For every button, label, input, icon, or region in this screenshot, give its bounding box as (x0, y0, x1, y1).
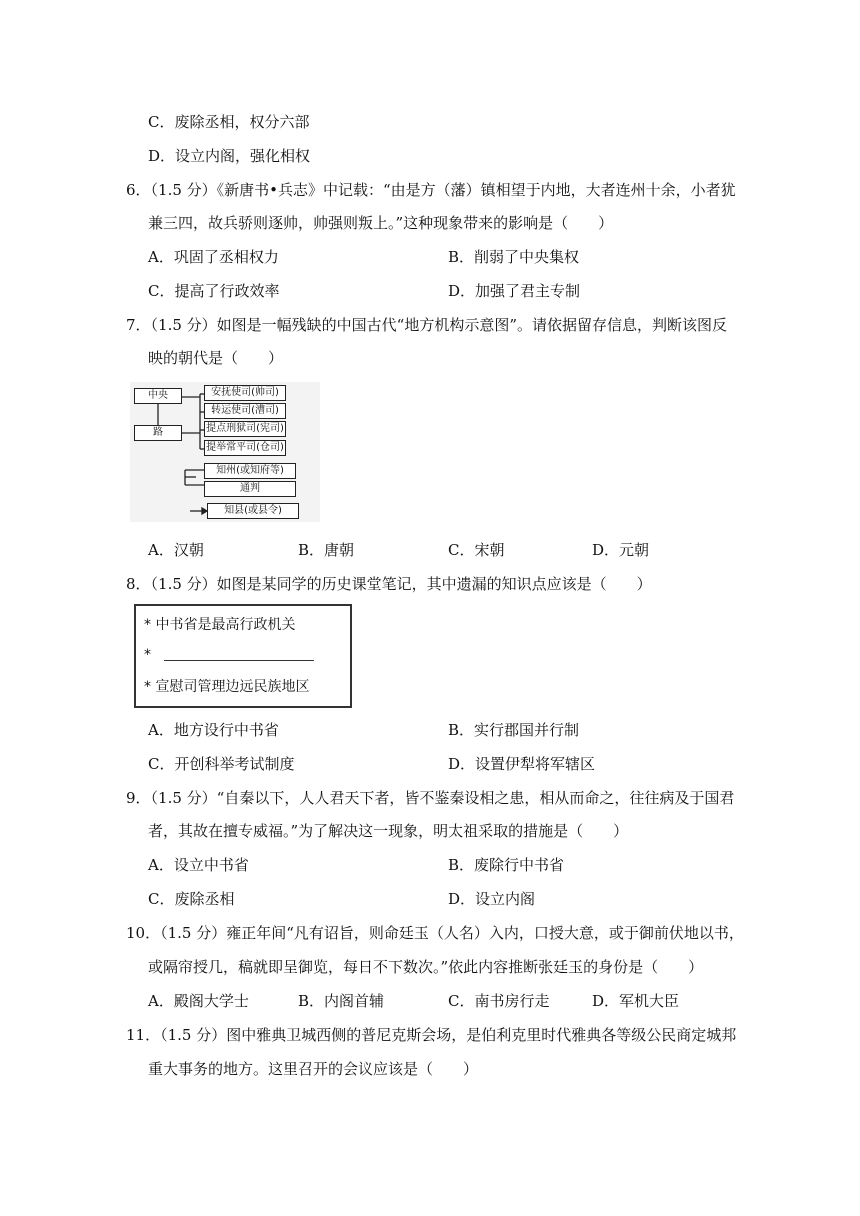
q7-stem-line2: 映的朝代是（ ） (148, 349, 284, 367)
q5-option-d: D．设立内阁，强化相权 (148, 147, 311, 165)
q6-stem-line2: 兼三四，故兵骄则逐帅，帅强则叛上。”这种现象带来的影响是（ ） (148, 214, 614, 232)
box-anfu: 安抚使司(帅司) (204, 385, 286, 401)
box-zhuanyun: 转运使司(漕司) (204, 403, 286, 419)
box-tongpan: 通判 (204, 481, 296, 497)
q10-stem-line1: 10．（1.5 分）雍正年间“凡有诏旨，则命廷玉（人名）入内，口授大意，或于御前伏地以书， (126, 924, 744, 942)
box-tiju: 提举常平司(仓司) (204, 440, 286, 456)
q8-stem: 8．（1.5 分）如图是某同学的历史课堂笔记，其中遗漏的知识点应该是（ ） (126, 575, 652, 593)
q9-stem-line2: 者，其故在擅专威福。”为了解决这一现象，明太祖采取的措施是（ ） (148, 822, 629, 840)
q8-option-a: A．地方设行中书省 (148, 721, 279, 739)
local-institutions-diagram (130, 382, 320, 522)
box-tidian: 提点刑狱司(宪司) (204, 421, 286, 437)
note-line-2: * (144, 647, 151, 663)
q7-stem-line1: 7．（1.5 分）如图是一幅残缺的中国古代“地方机构示意图”。请依据留存信息，判断该图反 (126, 316, 728, 334)
q9-option-a: A．设立中书省 (148, 856, 249, 874)
q10-option-c: C．南书房行走 (448, 992, 550, 1010)
q6-stem-line1: 6．（1.5 分）《新唐书•兵志》中记载：“由是方（藩）镇相望于内地，大者连州十余，小者犹 (126, 181, 736, 199)
q9-option-b: B．废除行中书省 (448, 856, 565, 874)
q8-option-c: C．开创科举考试制度 (148, 755, 295, 773)
q7-option-a: A．汉朝 (148, 541, 204, 559)
q9-stem-line1: 9．（1.5 分）“自秦以下，人人君天下者，皆不鉴秦设相之患，相从而命之，往往病及于国君 (126, 789, 735, 807)
q10-option-a: A．殿阁大学士 (148, 992, 249, 1010)
note-blank-line (164, 660, 314, 661)
q7-option-d: D．元朝 (592, 541, 650, 559)
q10-stem-line2: 或隔帘授几，稿就即呈御览，每日不下数次。”依此内容推断张廷玉的身份是（ ） (148, 958, 704, 976)
q10-option-b: B．内阁首辅 (298, 992, 385, 1010)
q10-option-d: D．军机大臣 (592, 992, 680, 1010)
q8-option-b: B．实行郡国并行制 (448, 721, 580, 739)
q11-stem-line1: 11．（1.5 分）图中雅典卫城西侧的普尼克斯会场，是伯利克里时代雅典各等级公民商定城邦 (126, 1026, 737, 1044)
q6-option-d: D．加强了君主专制 (448, 282, 581, 300)
q11-stem-line2: 重大事务的地方。这里召开的会议应该是（ ） (148, 1060, 479, 1078)
q9-option-c: C．废除丞相 (148, 890, 235, 908)
q8-option-d: D．设置伊犁将军辖区 (448, 755, 596, 773)
q6-option-c: C．提高了行政效率 (148, 282, 280, 300)
box-lu: 路 (134, 425, 182, 441)
note-line-3: * 宣慰司管理边远民族地区 (144, 679, 310, 695)
q6-option-a: A．巩固了丞相权力 (148, 248, 279, 266)
q7-option-c: C．宋朝 (448, 541, 505, 559)
box-central: 中央 (134, 388, 182, 404)
box-zhixian: 知县(或县令) (207, 503, 299, 519)
note-line-1: * 中书省是最高行政机关 (144, 617, 296, 633)
q7-option-b: B．唐朝 (298, 541, 355, 559)
q5-option-c: C．废除丞相，权分六部 (148, 113, 310, 131)
box-zhizhou: 知州(或知府等) (204, 463, 296, 479)
q6-option-b: B．削弱了中央集权 (448, 248, 580, 266)
q9-option-d: D．设立内阁 (448, 890, 536, 908)
class-notes-image (134, 604, 352, 708)
